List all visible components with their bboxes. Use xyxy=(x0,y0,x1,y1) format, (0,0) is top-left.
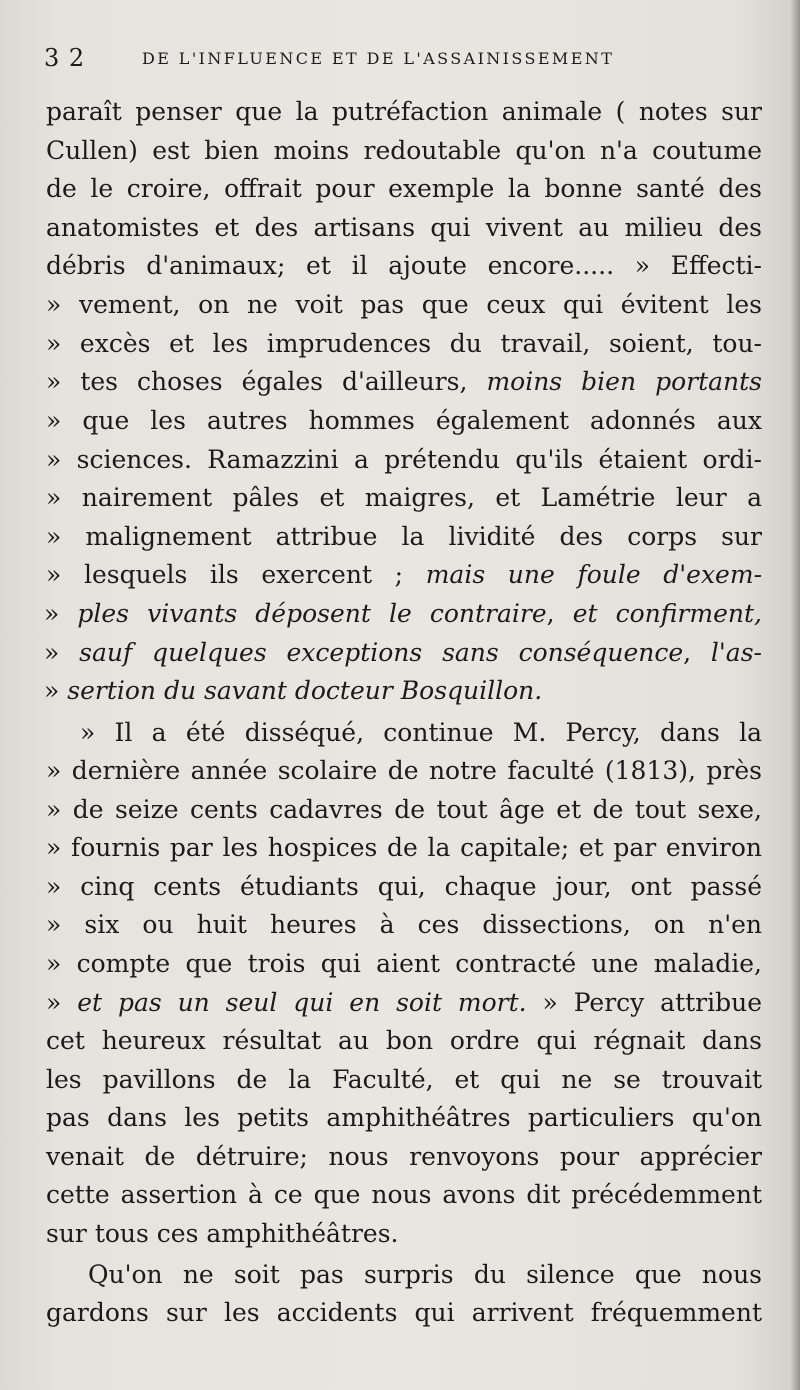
text-line xyxy=(46,984,762,1022)
text-segment: » dernière année scolaire de notre faculté (1813), près xyxy=(46,756,762,785)
text-line xyxy=(46,209,762,247)
text-line xyxy=(46,1215,762,1253)
text-line xyxy=(46,791,762,829)
text-segment: cette assertion à ce que nous avons dit précédemment xyxy=(46,1180,762,1209)
running-head: DE L'INFLUENCE ET DE L'ASSAINISSEMENT xyxy=(142,49,615,68)
text-segment: » vement, on ne voit pas que ceux qui évitent les xyxy=(46,290,762,319)
italic-text: et confirment, xyxy=(572,599,762,628)
page-edge-shadow xyxy=(790,0,800,1390)
text-segment: » xyxy=(44,676,68,705)
page-header xyxy=(44,44,760,74)
text-segment: » xyxy=(46,988,78,1017)
text-segment: gardons sur les accidents qui arrivent fréquemment xyxy=(46,1298,762,1327)
text-segment: » Il a été disséqué, continue M. Percy, dans la xyxy=(80,718,762,747)
page-number: 3 2 xyxy=(44,44,86,72)
text-line xyxy=(46,402,762,440)
text-segment: » lesquels ils exercent ; xyxy=(46,560,426,589)
text-line xyxy=(46,479,762,517)
text-line xyxy=(46,247,762,285)
text-line xyxy=(46,1099,762,1137)
text-line xyxy=(46,170,762,208)
italic-text: sertion du savant docteur Bosquillon. xyxy=(67,676,543,705)
text-segment: » six ou huit heures à ces dissections, on n'en xyxy=(46,910,762,939)
text-segment: de le croire, offrait pour exemple la bonne santé des xyxy=(46,174,762,203)
text-line xyxy=(46,829,762,867)
text-line xyxy=(46,556,762,594)
text-segment: » xyxy=(44,599,78,628)
text-line xyxy=(44,634,762,672)
text-line xyxy=(46,441,762,479)
text-segment: paraît penser que la putréfaction animale ( notes sur xyxy=(46,97,762,126)
text-line xyxy=(88,1256,762,1294)
text-line xyxy=(44,672,762,710)
text-line xyxy=(46,868,762,906)
text-line xyxy=(46,363,762,401)
text-line xyxy=(44,595,762,633)
text-segment: Cullen) est bien moins redoutable qu'on n'a coutume xyxy=(46,136,762,165)
text-segment: » cinq cents étudiants qui, chaque jour, ont passé xyxy=(46,872,762,901)
text-segment: débris d'animaux; et il ajoute encore..... » Effecti- xyxy=(46,251,762,280)
text-segment: » malignement attribue la lividité des corps sur xyxy=(46,522,762,551)
text-line xyxy=(46,93,762,131)
text-line xyxy=(46,906,762,944)
text-segment: » xyxy=(44,638,80,667)
text-segment: » tes choses égales d'ailleurs, xyxy=(46,367,487,396)
italic-text: ples vivants déposent le contraire xyxy=(77,599,547,628)
text-segment: les pavillons de la Faculté, et qui ne se trouvait xyxy=(46,1065,762,1094)
italic-text: sauf quelques exceptions sans conséquence xyxy=(79,638,684,667)
italic-text: moins bien portants xyxy=(486,367,763,396)
text-line xyxy=(46,1138,762,1176)
text-segment: cet heureux résultat au bon ordre qui régnait dans xyxy=(46,1026,762,1055)
text-segment: venait de détruire; nous renvoyons pour apprécier xyxy=(46,1142,762,1171)
text-segment: pas dans les petits amphithéâtres particuliers qu'on xyxy=(46,1103,762,1132)
text-segment: , xyxy=(683,638,711,667)
text-line xyxy=(46,518,762,556)
text-line xyxy=(46,1176,762,1214)
text-line xyxy=(46,1294,762,1332)
text-line xyxy=(46,325,762,363)
text-segment: » Percy attribue xyxy=(526,988,763,1017)
text-line xyxy=(46,945,762,983)
text-segment: Qu'on ne soit pas surpris du silence que nous xyxy=(88,1260,762,1289)
text-segment: sur tous ces amphithéâtres. xyxy=(46,1219,399,1248)
text-segment: » fournis par les hospices de la capitale; et par environ xyxy=(46,833,762,862)
text-line xyxy=(46,286,762,324)
text-segment: » excès et les imprudences du travail, soient, tou- xyxy=(46,329,762,358)
italic-text: mais une foule d'exem- xyxy=(425,560,763,589)
italic-text: et pas un seul qui en soit mort. xyxy=(77,988,527,1017)
text-segment: » compte que trois qui aient contracté une maladie, xyxy=(46,949,762,978)
text-segment: » sciences. Ramazzini a prétendu qu'ils étaient ordi- xyxy=(46,445,762,474)
text-line xyxy=(46,1061,762,1099)
text-line xyxy=(80,714,762,752)
text-segment: » de seize cents cadavres de tout âge et de tout sexe, xyxy=(46,795,762,824)
text-segment: anatomistes et des artisans qui vivent au milieu des xyxy=(46,213,762,242)
text-line xyxy=(46,1022,762,1060)
text-line xyxy=(46,132,762,170)
text-line xyxy=(46,752,762,790)
text-segment: » que les autres hommes également adonnés aux xyxy=(46,406,762,435)
italic-text: l'as- xyxy=(710,638,762,667)
text-segment: , xyxy=(546,599,573,628)
text-segment: » nairement pâles et maigres, et Lamétrie leur a xyxy=(46,483,762,512)
